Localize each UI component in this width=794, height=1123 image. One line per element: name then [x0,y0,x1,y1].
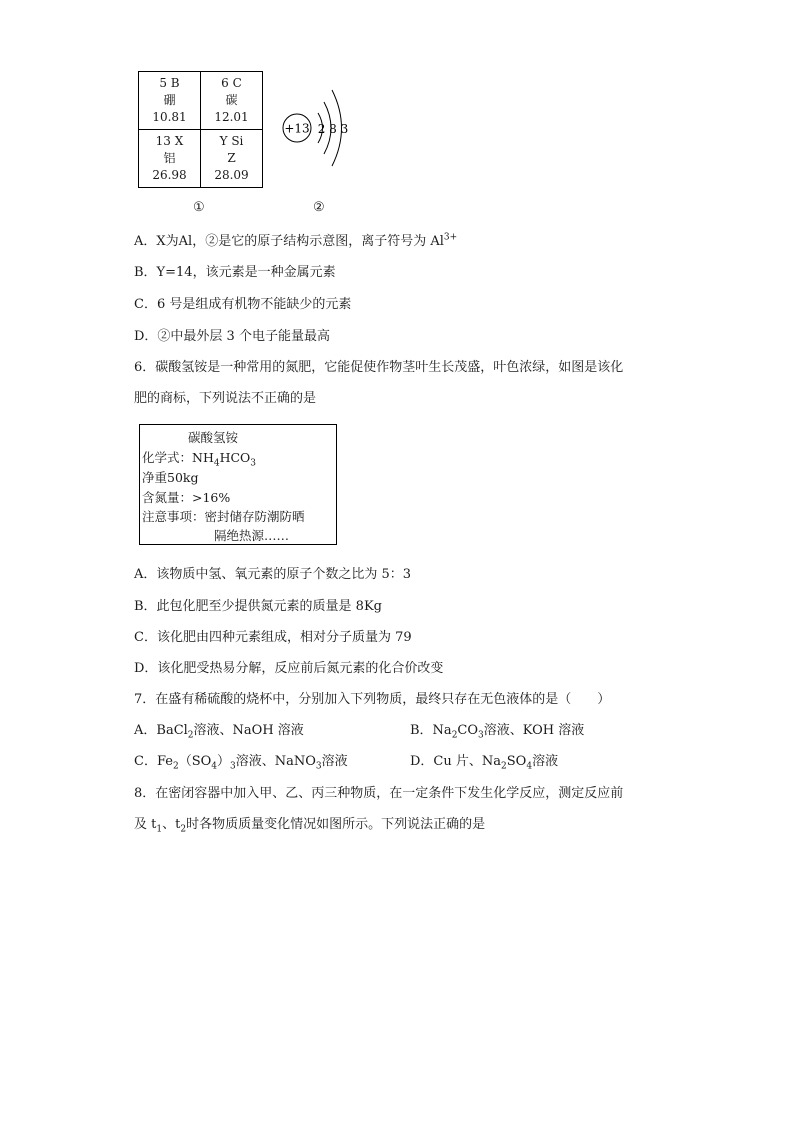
element-number: 5 B [159,76,180,90]
q6-stem-line-1: 6．碳酸氢铵是一种常用的氮肥，它能促使作物茎叶生长茂盛，叶色浓绿，如图是该化 [134,360,624,375]
figure-label-1: ① [193,200,205,215]
text-part: A．BaCl [134,723,188,738]
element-cell-carbon [201,72,263,130]
text-part: SO [506,754,527,769]
text-part: ） [217,754,231,769]
q7-option-c [134,753,348,771]
text-part: 溶液、NaOH 溶液 [193,723,304,738]
subscript: 4 [526,761,533,772]
q8-stem-line-2 [134,816,485,834]
atom-structure-diagram [280,78,370,182]
text-part: B．Na [410,723,452,738]
label-notes-2: 隔绝热源…… [214,528,290,543]
subscript: 2 [451,730,458,741]
q6-option-d: D．该化肥受热易分解，反应前后氮元素的化合价改变 [134,661,444,676]
q5-option-b: B．Y=14，该元素是一种金属元素 [134,265,336,280]
q5-option-a-text: A．X为Al，②是它的原子结构示意图，离子符号为 Al [134,234,444,249]
subscript: 4 [211,761,217,772]
q5-option-a [134,233,457,251]
text-part: 时各物质质量变化情况如图所示。下列说法正确的是 [186,817,486,832]
text-part: 溶液、NaNO [235,754,316,769]
q7-option-d [410,753,558,771]
label-weight: 净重50kg [142,470,199,485]
q6-option-a: A．该物质中氢、氧元素的原子个数之比为 5：3 [134,567,412,582]
text-part: （SO [178,754,212,769]
element-cell-x [139,130,201,188]
subscript: 2 [172,761,179,772]
text-part: 溶液、KOH 溶液 [483,723,585,738]
element-cell-silicon [201,130,263,188]
label-title: 碳酸氢铵 [188,430,239,445]
element-mass: 10.81 [152,110,187,124]
label-notes-1: 注意事项：密封储存防潮防晒 [142,509,305,524]
q7-option-a [134,722,304,740]
shell-electrons: 2 8 3 [317,122,349,136]
element-name: 硼 [163,93,176,107]
q6-option-b: B．此包化肥至少提供氮元素的质量是 8Kg [134,599,382,614]
element-number: Y Si [219,134,244,148]
q7-option-b [410,722,584,740]
subscript: 3 [478,730,484,741]
element-name: Z [227,151,236,165]
formula-subscript: 3 [250,458,257,469]
fertilizer-label [139,424,337,545]
label-formula [142,448,256,468]
text-part: CO [457,723,479,738]
text-part: 及 t [134,817,157,832]
text-part: 溶液 [321,754,348,769]
subscript: 1 [156,824,163,835]
formula-part: 化学式：NH [142,450,214,465]
q5-option-c: C．6 号是组成有机物不能缺少的元素 [134,297,352,312]
element-name: 碳 [225,93,238,107]
subscript: 3 [315,761,322,772]
subscript: 3 [230,761,236,772]
q6-option-c: C．该化肥由四种元素组成，相对分子质量为 79 [134,630,412,645]
figure-label-2: ② [313,200,325,215]
element-mass: 28.09 [214,168,249,182]
element-cell-boron [139,72,201,130]
element-mass: 26.98 [152,168,187,182]
subscript: 2 [180,824,187,835]
q8-stem-line-1: 8．在密闭容器中加入甲、乙、丙三种物质，在一定条件下发生化学反应，测定反应前 [134,786,624,801]
element-number: 13 X [155,134,184,148]
element-name: 铝 [163,151,176,165]
ion-charge: 3+ [443,232,458,243]
formula-subscript: 4 [213,458,220,469]
subscript: 2 [501,761,507,772]
text-part: C．Fe [134,754,173,769]
label-nitrogen: 含氮量：>16% [142,490,231,505]
subscript: 2 [187,730,194,741]
text-part: 溶液 [532,754,559,769]
nucleus-charge: +13 [284,121,310,136]
text-part: D．Cu 片、Na [410,754,502,769]
q5-option-d: D．②中最外层 3 个电子能量最高 [134,329,330,344]
q7-stem: 7．在盛有稀硫酸的烧杯中，分别加入下列物质，最终只存在无色液体的是（ ） [134,692,611,707]
element-number: 6 C [221,76,242,90]
text-part: 、t [162,817,181,832]
q6-stem-line-2: 肥的商标，下列说法不正确的是 [134,391,317,406]
periodic-table-excerpt [138,71,263,188]
formula-part: HCO [219,450,251,465]
element-mass: 12.01 [214,110,249,124]
